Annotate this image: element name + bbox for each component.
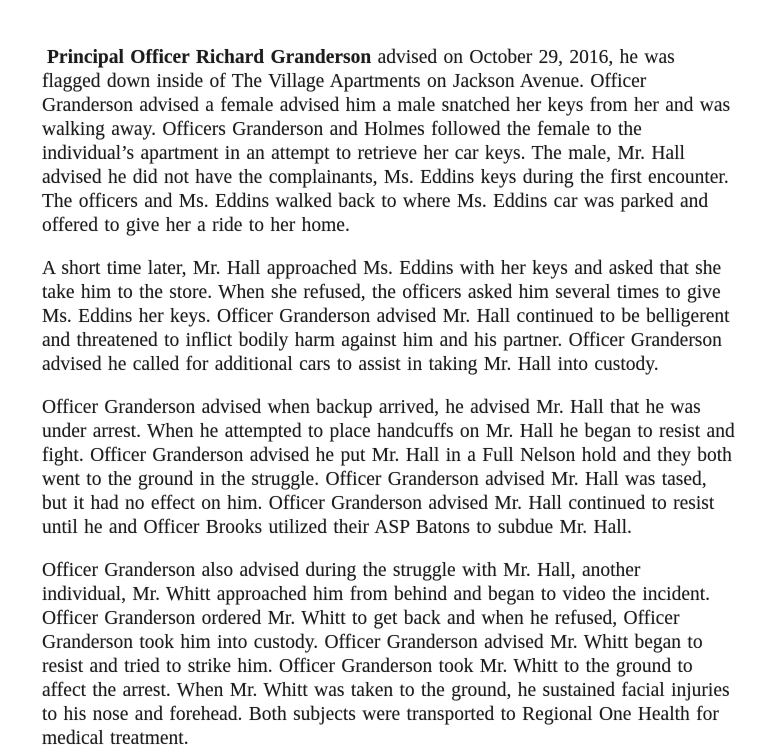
paragraph	[42, 257, 769, 377]
bold-lead-in: Principal Officer Richard Granderson	[47, 47, 372, 68]
text-line: Granderson advised a female advised him a male snatched her keys from her and was	[42, 95, 731, 116]
paragraph	[42, 559, 769, 751]
text-line: offered to give her a ride to her home.	[42, 215, 350, 236]
text-line: Officer Granderson ordered Mr. Whitt to get back and when he refused, Officer	[42, 608, 680, 629]
text-line: resist and tried to strike him. Officer Granderson took Mr. Whitt to the ground to	[42, 656, 693, 677]
text-line: went to the ground in the struggle. Officer Granderson advised Mr. Hall was tased,	[42, 469, 707, 490]
text-line: advised he did not have the complainants, Ms. Eddins keys during the first encounter.	[42, 167, 729, 188]
text-line: Ms. Eddins her keys. Officer Granderson advised Mr. Hall continued to be belligerent	[42, 306, 730, 327]
text-line: individual, Mr. Whitt approached him from behind and began to video the incident.	[42, 584, 711, 605]
paragraph	[42, 396, 769, 540]
text-line: The officers and Ms. Eddins walked back to where Ms. Eddins car was parked and	[42, 191, 709, 212]
text-line: and threatened to inflict bodily harm against him and his partner. Officer Granderson	[42, 330, 722, 351]
text-line: walking away. Officers Granderson and Holmes followed the female to the	[42, 119, 642, 140]
text-line: under arrest. When he attempted to place handcuffs on Mr. Hall he began to resist and	[42, 421, 735, 442]
paragraph	[42, 46, 769, 238]
text-line	[42, 46, 769, 70]
text-line: Granderson took him into custody. Officer Granderson advised Mr. Whitt began to	[42, 632, 703, 653]
text-line: Officer Granderson advised when backup arrived, he advised Mr. Hall that he was	[42, 397, 701, 418]
text-line: flagged down inside of The Village Apartments on Jackson Avenue. Officer	[42, 71, 647, 92]
text-line: affect the arrest. When Mr. Whitt was taken to the ground, he sustained facial injuries	[42, 680, 730, 701]
text-line: medical treatment.	[42, 728, 189, 749]
text-line: A short time later, Mr. Hall approached Ms. Eddins with her keys and asked that she	[42, 258, 722, 279]
text-line: fight. Officer Granderson advised he put Mr. Hall in a Full Nelson hold and they both	[42, 445, 732, 466]
text-segment: advised on October 29, 2016, he was	[371, 47, 675, 68]
text-line: until he and Officer Brooks utilized their ASP Batons to subdue Mr. Hall.	[42, 517, 632, 538]
text-line: Officer Granderson also advised during the struggle with Mr. Hall, another	[42, 560, 641, 581]
text-line: advised he called for additional cars to assist in taking Mr. Hall into custody.	[42, 354, 659, 375]
text-line: take him to the store. When she refused, the officers asked him several times to give	[42, 282, 721, 303]
text-line: individual’s apartment in an attempt to retrieve her car keys. The male, Mr. Hall	[42, 143, 685, 164]
text-line: but it had no effect on him. Officer Granderson advised Mr. Hall continued to resist	[42, 493, 715, 514]
text-line: to his nose and forehead. Both subjects were transported to Regional One Health for	[42, 704, 719, 725]
